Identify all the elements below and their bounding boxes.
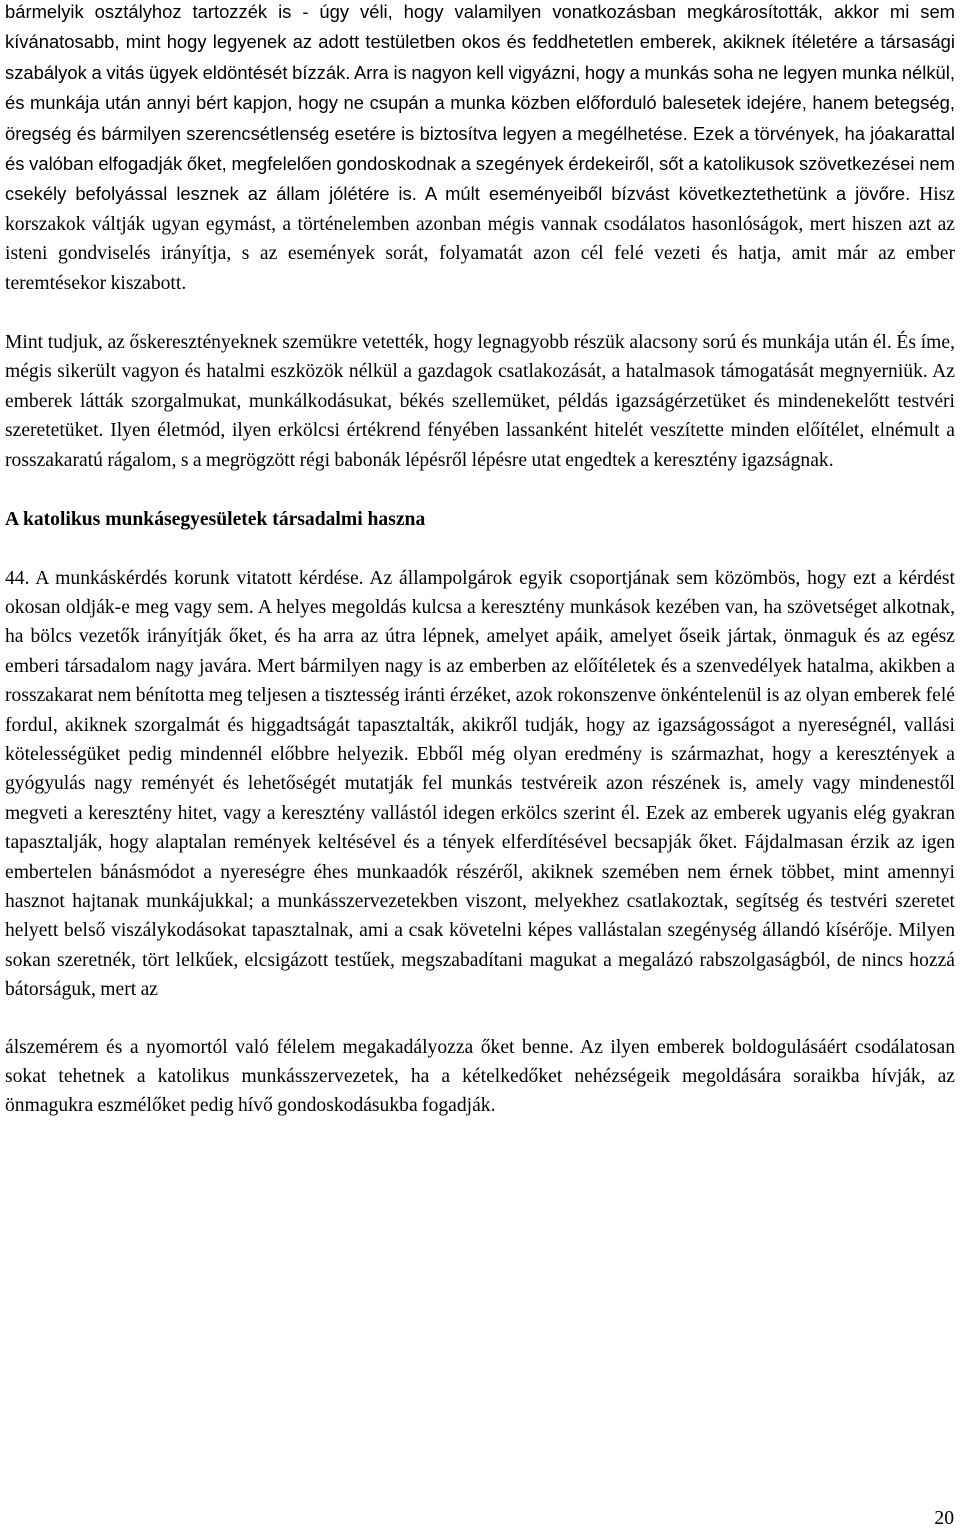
paragraph-2: Mint tudjuk, az őskeresztényeknek szemükre vetették, hogy legnagyobb részük alacsony sorú és munkája után él. És íme, mégis sikerült vagyon és hatalmi eszközök nélkül a gazdagok csatlakozását, a hatalmasok támogatását megnyerniük. Az emberek látták szorgalmukat, munkálkodásukat, békés szellemüket, példás igazságérzetüket és mindenekelőtt testvéri szeretetüket. Ilyen életmód, ilyen erkölcsi értékrend fényében lassanként hitelét veszítette minden előítélet, elnémult a rosszakaratú rágalom, s a megrögzött régi babonák lépésről lépésre utat engedtek a keresztény igazságnak. [5,332,955,471]
paragraph-1-serif-text: Hisz korszakok váltják ugyan egymást, a történelemben azonban mégis vannak csodálatos hasonlóságok, mert hiszen azt az isteni gondviselés irányítja, s az események sorát, folyamatát azon cél felé vezeti és hatja, amit már az ember teremtésekor kiszabott. [5,184,955,294]
page-number: 20 [934,1508,954,1529]
document-page [5,0,955,1121]
paragraph-1-sans-text: bármelyik osztályhoz tartozzék is - úgy véli, hogy valamilyen vonatkozásban megkárosították, akkor mi sem kívánatosabb, mint hogy legyenek az adott testületben okos és feddhetetlen emberek, akiknek ítéletére a társasági szabályok a vitás ügyek eldöntését bízzák. Arra is nagyon kell vigyázni, hogy a munkás soha ne legyen munka nélkül, és munkája után annyi bért kapjon, hogy ne csupán a munka közben előforduló balesetek idejére, hanem betegség, öregség és bármilyen szerencsétlenség esetére is biztosítva legyen a megélhetése. Ezek a törvények, ha jóakarattal és valóban elfogadják őket, megfelelően gondoskodnak a szegények érdekeiről, sőt a katolikusok szövetkezései nem csekély befolyással lesznek az állam jólétére is. A múlt eseményeiből bízvást következtethetünk a jövőre. [5,1,955,205]
paragraph-3: 44. A munkáskérdés korunk vitatott kérdése. Az állampolgárok egyik csoportjának sem közömbös, hogy ezt a kérdést okosan oldják-e meg vagy sem. A helyes megoldás kulcsa a keresztény munkások kezében van, ha szövetséget alkotnak, ha bölcs vezetők irányítják őket, és ha arra az útra lépnek, amelyet apáik, amelyet őseik jártak, önmaguk és az egész emberi társadalom nagy javára. Mert bármilyen nagy is az emberben az előítéletek és a szenvedélyek hatalma, akikben a rosszakarat nem bénította meg teljesen a tisztesség iránti érzéket, azok rokonszenve önkéntelenül is az olyan emberek felé fordul, akiknek szorgalmát és higgadtságát tapasztalták, akikről tudják, hogy az igazságosságot a nyereségnél, vallási kötelességüket pedig mindennél előbbre helyezik. Ebből még olyan eredmény is származhat, hogy a keresztények a gyógyulás nagy reményét és lehetőségét mutatják fel munkás testvéreik azon részének is, amely vagy mindenestől megveti a keresztény hitet, vagy a keresztény vallástól idegen erkölcs szerint él. Ezek az emberek ugyanis elég gyakran tapasztalják, hogy alaptalan remények keltésével és a tények elferdítésével becsapják őket. Fájdalmasan érzik az igen embertelen bánásmódot a nyereségre éhes munkaadók részéről, akiknek szemében nem érnek többet, mint amennyi hasznot hajtanak munkájukkal; a munkásszervezetekben viszont, melyekhez csatlakoztak, segítség és testvéri szeretet helyett belső viszálykodásokat tapasztalnak, ami a csak követelni képes vallástalan szegénység állandó kísérője. Milyen sokan szeretnék, tört lelkűek, elcsigázott testűek, megszabadítani magukat a megalázó rabszolgaságból, de nincs hozzá bátorságuk, mert az [5,567,955,1001]
paragraph-1 [5,0,955,298]
section-heading: A katolikus munkásegyesületek társadalmi haszna [5,509,426,531]
paragraph-4: álszemérem és a nyomortól való félelem megakadályozza őket benne. Az ilyen emberek boldogulásáért csodálatosan sokat tehetnek a katolikus munkásszervezetek, ha a kételkedőket nehézségeik megoldására soraikba hívják, az önmagukra eszmélőket pedig hívő gondoskodásukba fogadják. [5,1036,955,1117]
